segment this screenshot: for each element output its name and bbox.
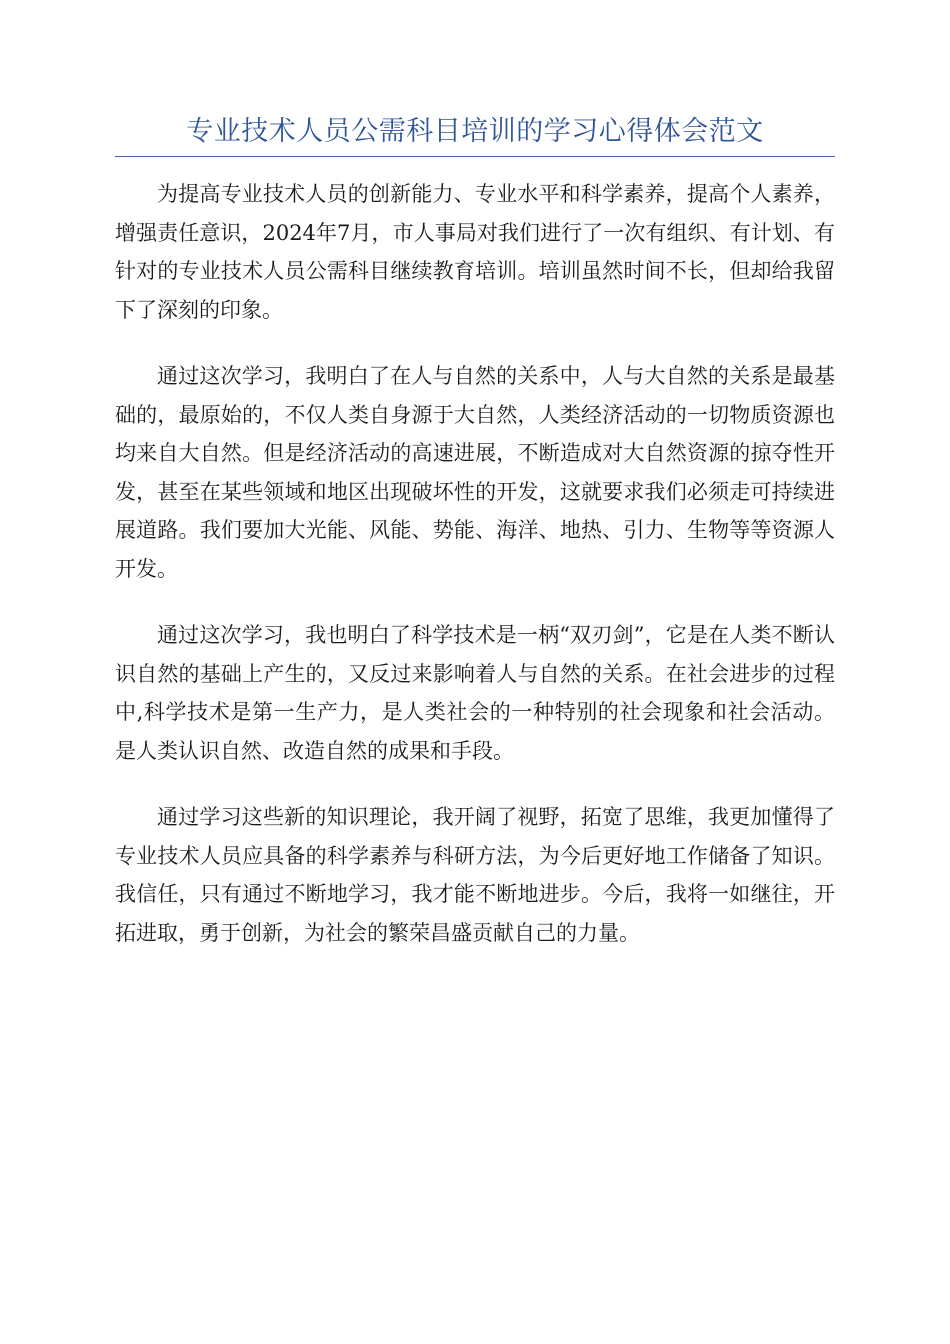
paragraph-1: 为提高专业技术人员的创新能力、专业水平和科学素养，提高个人素养，增强责任意识，2024年7月，市人事局对我们进行了一次有组织、有计划、有针对的专业技术人员公需科目继续教育培训。培训虽然时间不长，但却给我留下了深刻的印象。 (115, 182, 835, 322)
title-block (115, 112, 835, 157)
paragraph-2: 通过这次学习，我明白了在人与自然的关系中，人与大自然的关系是最基础的，最原始的，不仅人类自身源于大自然，人类经济活动的一切物质资源也均来自大自然。但是经济活动的高速进展，不断造成对大自然资源的掠夺性开发，甚至在某些领域和地区出现破坏性的开发，这就要求我们必须走可持续进展道路。我们要加大光能、风能、势能、海洋、地热、引力、生物等等资源人开发。 (115, 364, 835, 581)
document-title: 专业技术人员公需科目培训的学习心得体会范文 (186, 116, 764, 147)
paragraph-3: 通过这次学习，我也明白了科学技术是一柄“双刃剑”，它是在人类不断认识自然的基础上产生的，又反过来影响着人与自然的关系。在社会进步的过程中,科学技术是第一生产力，是人类社会的一种特别的社会现象和社会活动。是人类认识自然、改造自然的成果和手段。 (115, 623, 835, 763)
document-body (115, 175, 835, 980)
paragraph-4: 通过学习这些新的知识理论，我开阔了视野，拓宽了思维，我更加懂得了专业技术人员应具备的科学素养与科研方法，为今后更好地工作储备了知识。我信任，只有通过不断地学习，我才能不断地进步。今后，我将一如继往，开拓进取，勇于创新，为社会的繁荣昌盛贡献自己的力量。 (115, 805, 835, 945)
